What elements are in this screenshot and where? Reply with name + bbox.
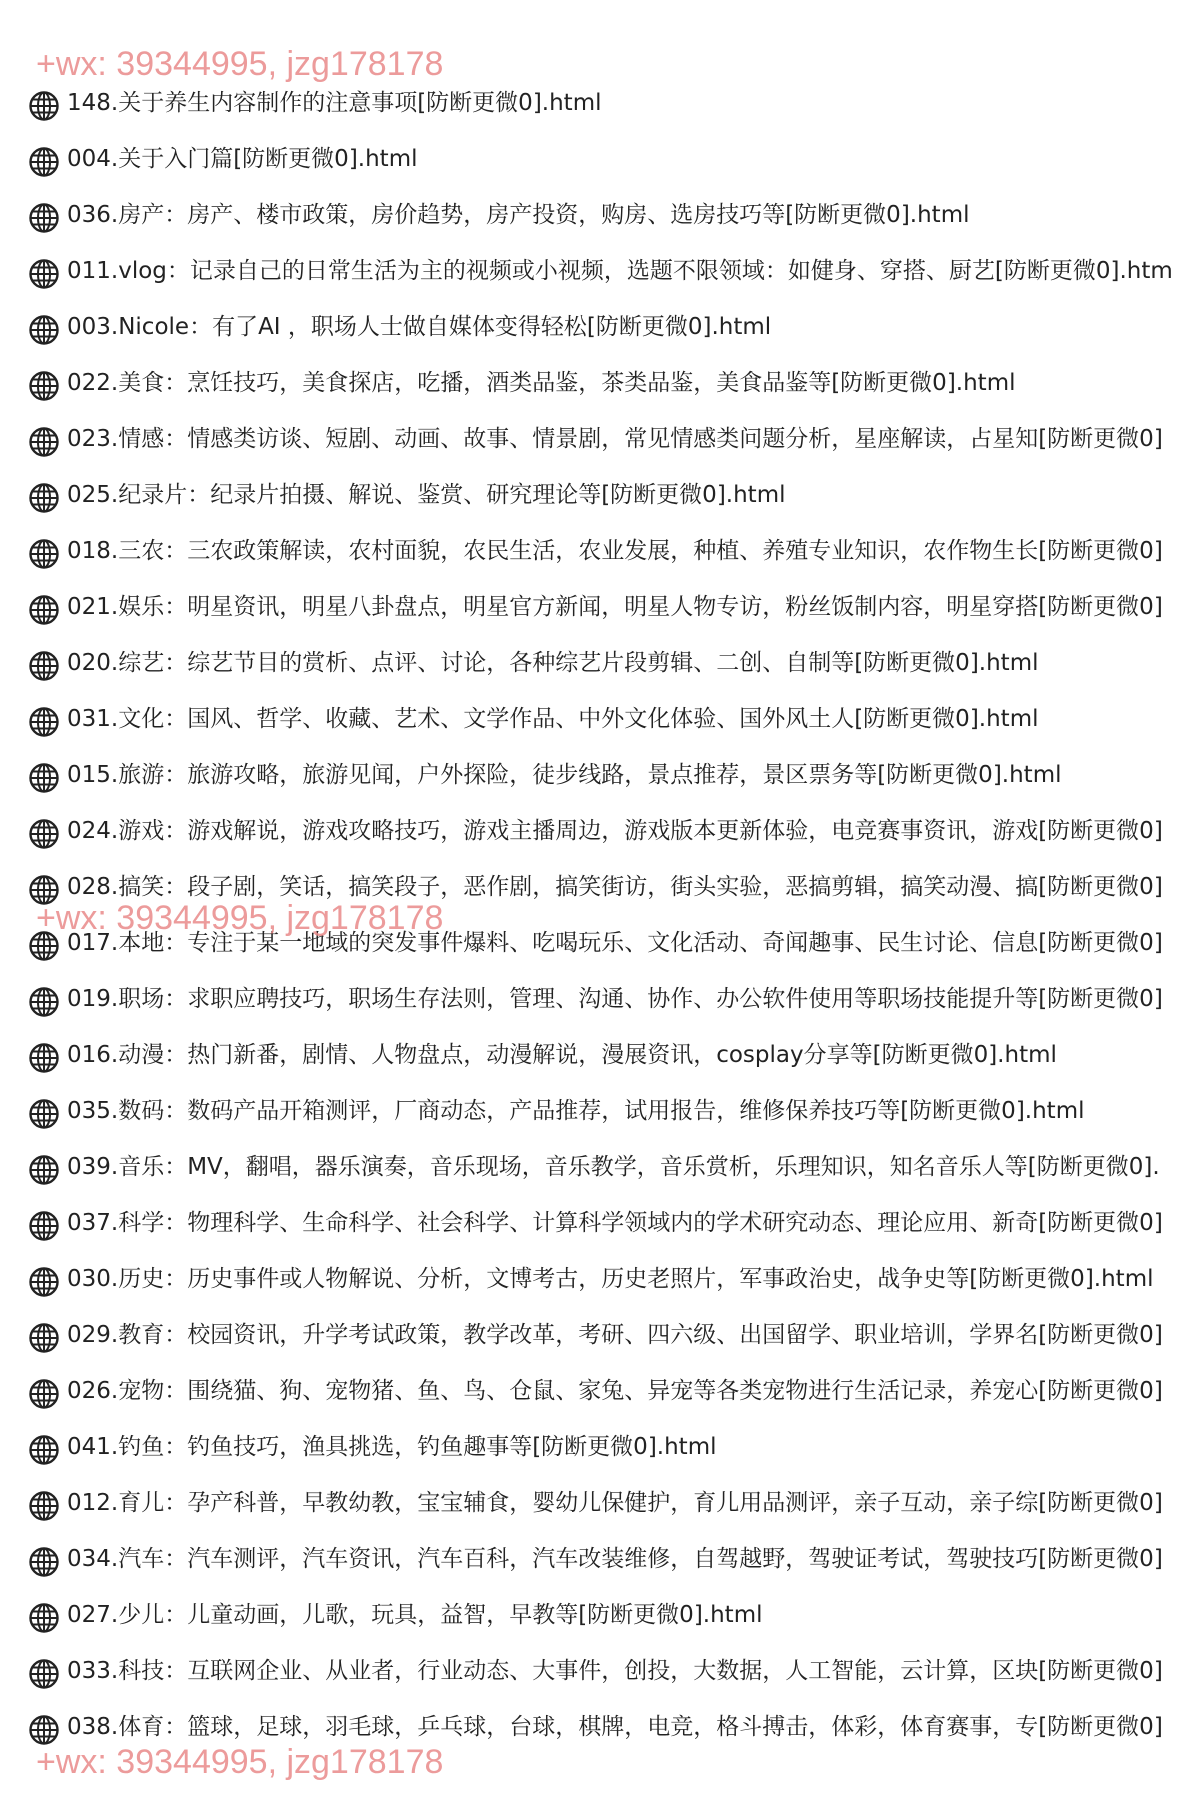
file-name: 024.游戏：游戏解说，游戏攻略技巧，游戏主播周边，游戏版本更新体验，电竞赛事资讯，游戏[防断更微0] <box>67 818 1163 844</box>
globe-icon <box>28 1658 60 1690</box>
file-name: 021.娱乐：明星资讯，明星八卦盘点，明星官方新闻，明星人物专访，粉丝饭制内容，明星穿搭[防断更微0] <box>67 594 1163 620</box>
file-list-item[interactable] <box>0 476 1200 532</box>
file-name: 039.音乐：MV，翻唱，器乐演奏，音乐现场，音乐教学，音乐赏析，乐理知识，知名音乐人等[防断更微0]. <box>67 1154 1160 1180</box>
file-list-item[interactable] <box>0 980 1200 1036</box>
file-name: 030.历史：历史事件或人物解说、分析，文博考古，历史老照片，军事政治史，战争史等[防断更微0].html <box>67 1266 1154 1292</box>
file-name: 023.情感：情感类访谈、短剧、动画、故事、情景剧，常见情感类问题分析，星座解读，占星知[防断更微0] <box>67 426 1163 452</box>
globe-icon <box>28 314 60 346</box>
globe-icon <box>28 874 60 906</box>
file-list-item[interactable] <box>0 1092 1200 1148</box>
file-list-item[interactable] <box>0 1428 1200 1484</box>
file-name: 018.三农：三农政策解读，农村面貌，农民生活，农业发展，种植、养殖专业知识，农作物生长[防断更微0] <box>67 538 1163 564</box>
file-name: 020.综艺：综艺节目的赏析、点评、讨论，各种综艺片段剪辑、二创、自制等[防断更微0].html <box>67 650 1039 676</box>
file-list-item[interactable] <box>0 700 1200 756</box>
globe-icon <box>28 1042 60 1074</box>
globe-icon <box>28 986 60 1018</box>
file-name: 035.数码：数码产品开箱测评，厂商动态，产品推荐，试用报告，维修保养技巧等[防断更微0].html <box>67 1098 1085 1124</box>
globe-icon <box>28 202 60 234</box>
file-name: 011.vlog：记录自己的日常生活为主的视频或小视频，选题不限领域：如健身、穿搭、厨艺[防断更微0].htm <box>67 258 1173 284</box>
file-name: 027.少儿：儿童动画，儿歌，玩具，益智，早教等[防断更微0].html <box>67 1602 763 1628</box>
file-list-item[interactable] <box>0 924 1200 980</box>
file-name: 016.动漫：热门新番，剧情、人物盘点，动漫解说，漫展资讯，cosplay分享等[防断更微0].html <box>67 1042 1057 1068</box>
file-list-item[interactable] <box>0 1540 1200 1596</box>
file-name: 015.旅游：旅游攻略，旅游见闻，户外探险，徒步线路，景点推荐，景区票务等[防断更微0].html <box>67 762 1062 788</box>
file-list-item[interactable] <box>0 420 1200 476</box>
file-list-item[interactable] <box>0 588 1200 644</box>
globe-icon <box>28 1266 60 1298</box>
globe-icon <box>28 90 60 122</box>
file-name: 041.钓鱼：钓鱼技巧，渔具挑选，钓鱼趣事等[防断更微0].html <box>67 1434 717 1460</box>
globe-icon <box>28 930 60 962</box>
file-name: 019.职场：求职应聘技巧，职场生存法则，管理、沟通、协作、办公软件使用等职场技能提升等[防断更微0] <box>67 986 1163 1012</box>
file-name: 022.美食：烹饪技巧，美食探店，吃播，酒类品鉴，茶类品鉴，美食品鉴等[防断更微0].html <box>67 370 1016 396</box>
file-list-item[interactable] <box>0 532 1200 588</box>
globe-icon <box>28 1602 60 1634</box>
file-list-item[interactable] <box>0 1148 1200 1204</box>
watermark-middle: +wx: 39344995, jzg178178 <box>36 899 444 937</box>
globe-icon <box>28 706 60 738</box>
file-name: 004.关于入门篇[防断更微0].html <box>67 146 418 172</box>
globe-icon <box>28 1322 60 1354</box>
file-list-item[interactable] <box>0 84 1200 140</box>
globe-icon <box>28 1098 60 1130</box>
file-name: 028.搞笑：段子剧，笑话，搞笑段子，恶作剧，搞笑街访，街头实验，恶搞剪辑，搞笑动漫、搞[防断更微0] <box>67 874 1163 900</box>
globe-icon <box>28 1490 60 1522</box>
file-list-item[interactable] <box>0 140 1200 196</box>
globe-icon <box>28 650 60 682</box>
file-list-item[interactable] <box>0 196 1200 252</box>
file-name: 017.本地：专注于某一地域的突发事件爆料、吃喝玩乐、文化活动、奇闻趣事、民生讨论、信息[防断更微0] <box>67 930 1163 956</box>
file-list-item[interactable] <box>0 1036 1200 1092</box>
file-list-item[interactable] <box>0 1708 1200 1764</box>
globe-icon <box>28 426 60 458</box>
file-list-item[interactable] <box>0 812 1200 868</box>
file-list-item[interactable] <box>0 1260 1200 1316</box>
file-list-item[interactable] <box>0 644 1200 700</box>
file-list-item[interactable] <box>0 1652 1200 1708</box>
globe-icon <box>28 762 60 794</box>
globe-icon <box>28 818 60 850</box>
globe-icon <box>28 146 60 178</box>
globe-icon <box>28 482 60 514</box>
file-name: 029.教育：校园资讯，升学考试政策，教学改革，考研、四六级、出国留学、职业培训，学界名[防断更微0] <box>67 1322 1163 1348</box>
file-name: 148.关于养生内容制作的注意事项[防断更微0].html <box>67 90 602 116</box>
file-name: 033.科技：互联网企业、从业者，行业动态、大事件，创投，大数据，人工智能，云计算，区块[防断更微0] <box>67 1658 1163 1684</box>
file-list-item[interactable] <box>0 756 1200 812</box>
file-name: 036.房产：房产、楼市政策，房价趋势，房产投资，购房、选房技巧等[防断更微0].html <box>67 202 970 228</box>
globe-icon <box>28 1546 60 1578</box>
file-list-item[interactable] <box>0 1372 1200 1428</box>
file-name: 012.育儿：孕产科普，早教幼教，宝宝辅食，婴幼儿保健护，育儿用品测评，亲子互动，亲子综[防断更微0] <box>67 1490 1163 1516</box>
file-list-item[interactable] <box>0 1484 1200 1540</box>
file-name: 031.文化：国风、哲学、收藏、艺术、文学作品、中外文化体验、国外风土人[防断更微0].html <box>67 706 1039 732</box>
file-name: 025.纪录片：纪录片拍摄、解说、鉴赏、研究理论等[防断更微0].html <box>67 482 786 508</box>
globe-icon <box>28 1154 60 1186</box>
file-list-item[interactable] <box>0 364 1200 420</box>
globe-icon <box>28 1378 60 1410</box>
file-list <box>0 84 1200 1764</box>
globe-icon <box>28 370 60 402</box>
file-list-item[interactable] <box>0 308 1200 364</box>
watermark-bottom: +wx: 39344995, jzg178178 <box>36 1743 444 1781</box>
globe-icon <box>28 594 60 626</box>
file-name: 038.体育：篮球，足球，羽毛球，乒乓球，台球，棋牌，电竞，格斗搏击，体彩，体育赛事，专[防断更微0] <box>67 1714 1163 1740</box>
file-name: 026.宠物：围绕猫、狗、宠物猪、鱼、鸟、仓鼠、家兔、异宠等各类宠物进行生活记录，养宠心[防断更微0] <box>67 1378 1163 1404</box>
file-list-item[interactable] <box>0 1316 1200 1372</box>
file-list-item[interactable] <box>0 252 1200 308</box>
file-list-item[interactable] <box>0 1596 1200 1652</box>
file-name: 003.Nicole：有了AI ，职场人士做自媒体变得轻松[防断更微0].html <box>67 314 772 340</box>
file-list-item[interactable] <box>0 1204 1200 1260</box>
globe-icon <box>28 258 60 290</box>
globe-icon <box>28 538 60 570</box>
globe-icon <box>28 1714 60 1746</box>
globe-icon <box>28 1210 60 1242</box>
file-name: 034.汽车：汽车测评，汽车资讯，汽车百科，汽车改装维修，自驾越野，驾驶证考试，驾驶技巧[防断更微0] <box>67 1546 1163 1572</box>
watermark-top: +wx: 39344995, jzg178178 <box>36 45 444 83</box>
file-name: 037.科学：物理科学、生命科学、社会科学、计算科学领域内的学术研究动态、理论应用、新奇[防断更微0] <box>67 1210 1163 1236</box>
globe-icon <box>28 1434 60 1466</box>
file-list-item[interactable] <box>0 868 1200 924</box>
